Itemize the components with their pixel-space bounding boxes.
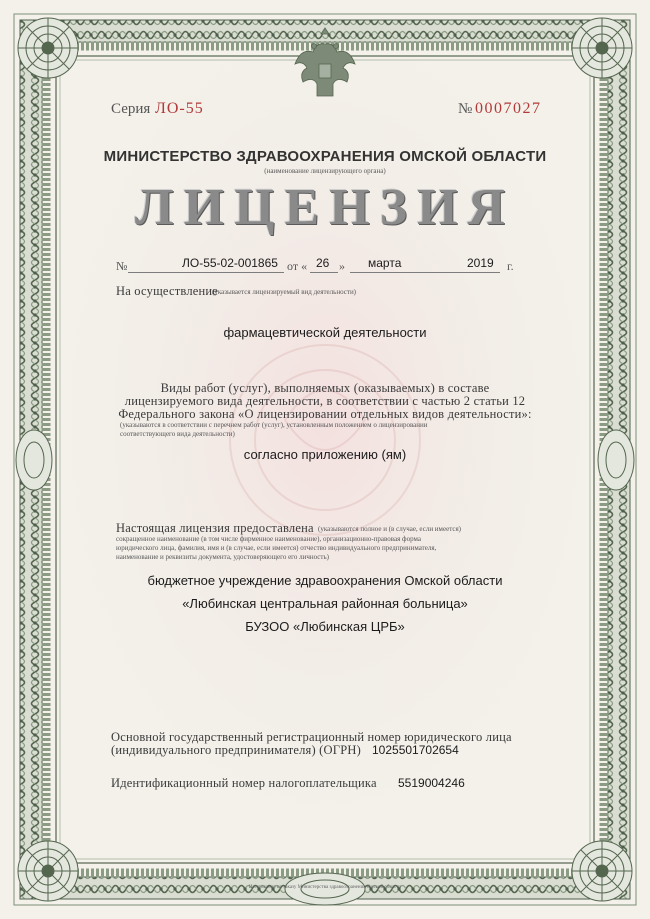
grantee-hint-line-1: (указываются полное и (в случае, если имеется): [318, 525, 462, 533]
issuing-authority: МИНИСТЕРСТВО ЗДРАВООХРАНЕНИЯ ОМСКОЙ ОБЛАСТИ: [103, 148, 547, 165]
series-label: Серия: [111, 101, 151, 117]
license-day: 26: [316, 256, 330, 270]
works-text-line-2: лицензируемого вида деятельности, в соответствии с частью 2 статьи 12: [124, 394, 526, 408]
authority-hint: (наименование лицензирующего органа): [264, 167, 386, 175]
works-hint-line-1: (указываются в соответствии с перечнем работ (услуг), установленным положением о лицензировании: [120, 421, 428, 429]
activity-hint: (указывается лицензируемый вид деятельности): [212, 288, 357, 296]
grantee-hint-line-3: юридического лица, фамилия, имя и (в случае, если имеется) отчество индивидуального предпринимателя,: [116, 544, 437, 552]
license-month: марта: [368, 256, 402, 270]
number-label: №: [458, 101, 473, 117]
ogrn-value: 1025501702654: [372, 743, 459, 757]
certificate-number: 0007027: [475, 100, 542, 117]
grantee-name-line-1: бюджетное учреждение здравоохранения Омской области: [147, 573, 503, 588]
grantee-name-line-2: «Любинская центральная районная больница»: [182, 596, 468, 611]
date-day-close: »: [339, 259, 345, 273]
date-from-label: от «: [287, 259, 308, 273]
document-title: ЛИЦЕНЗИЯ: [134, 179, 516, 236]
grantee-label: Настоящая лицензия предоставлена: [116, 521, 314, 535]
license-number-mark: №: [116, 259, 128, 273]
grantee-hint-line-4: наименование и реквизиты документа, удостоверяющего его личность): [116, 553, 329, 561]
inn-value: 5519004246: [398, 776, 465, 790]
year-suffix: г.: [507, 259, 514, 273]
ogrn-label-line-2: (индивидуального предпринимателя) (ОГРН): [111, 743, 361, 757]
grantee-short-name: БУЗОО «Любинская ЦРБ»: [245, 619, 405, 634]
works-text-line-3: Федерального закона «О лицензировании отдельных видов деятельности»:: [118, 407, 532, 421]
corner-rosette-top-left: [18, 18, 78, 78]
activity-label: На осуществление: [116, 284, 219, 298]
series-value: ЛО-55: [155, 100, 204, 117]
ogrn-label-line-1: Основной государственный регистрационный номер юридического лица: [111, 730, 512, 744]
inn-label: Идентификационный номер налогоплательщика: [111, 776, 377, 790]
license-number: ЛО-55-02-001865: [182, 256, 278, 270]
grantee-hint-line-2: сокращенное наименование (в том числе фирменное наименование), организационно-правовая форма: [116, 535, 421, 543]
activity-value: фармацевтической деятельности: [223, 325, 427, 340]
works-text-line-1: Виды работ (услуг), выполняемых (оказываемых) в составе: [160, 381, 490, 395]
works-hint-line-2: соответствующего вида деятельности): [120, 430, 235, 438]
works-value: согласно приложению (ям): [243, 447, 407, 462]
license-year: 2019: [467, 256, 494, 270]
footer-print-note: Изготовлено по заказу Министерства здравоохранения Омской области: [248, 885, 402, 890]
